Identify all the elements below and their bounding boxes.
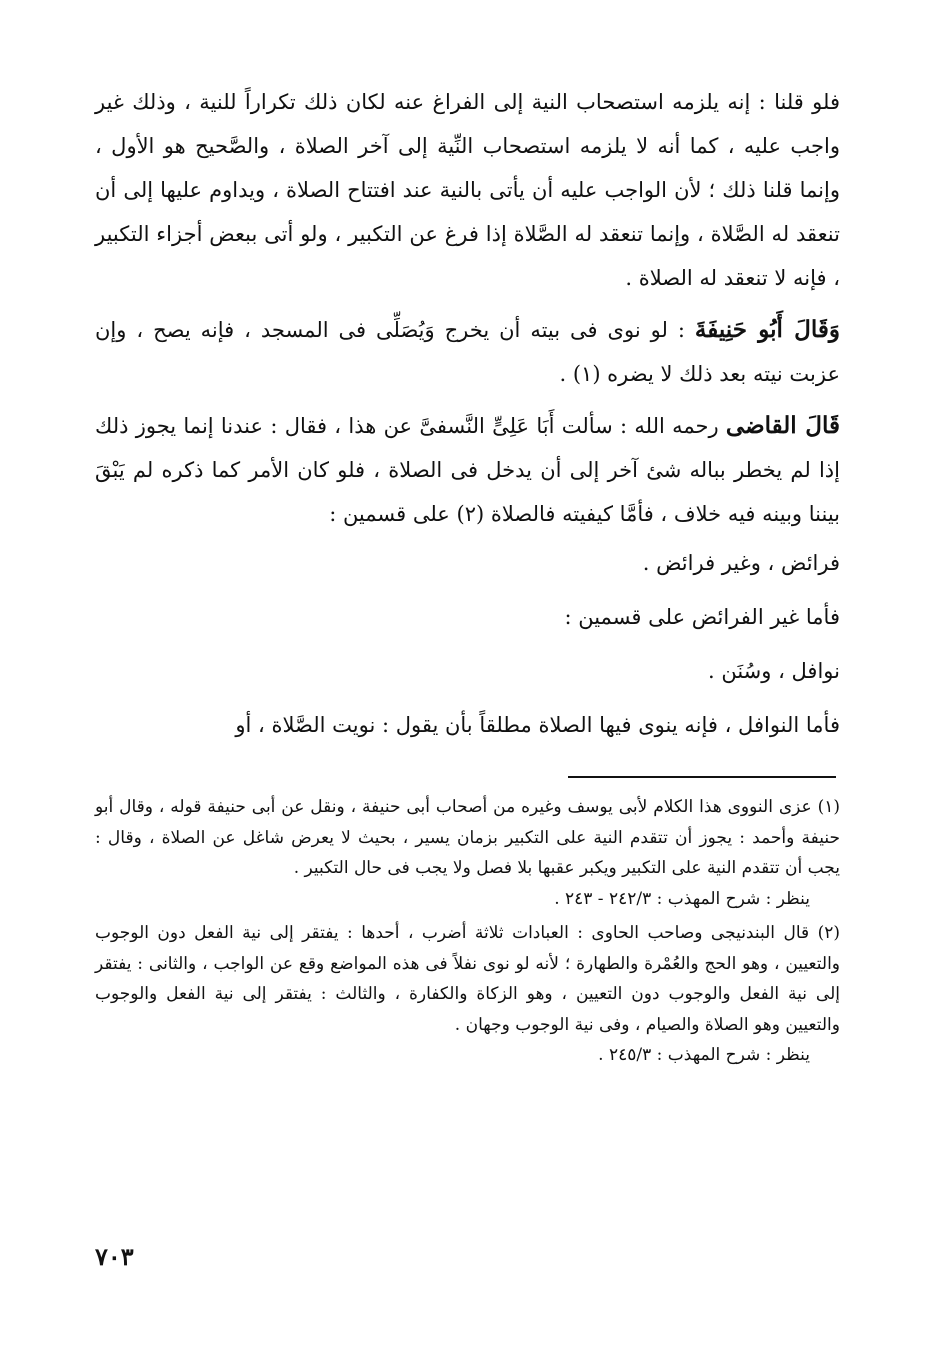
paragraph-3-text: رحمه الله : سألت أَبَا عَلِىٍّ النَّسفىَّ عن هذا ، فقال : عندنا إنما يجوز ذلك إذا لم يخطر بباله شئ آخر إلى أن يدخل فى الصلاة ، فلو كان الأمر كما ذكره لم يَبْقَ بيننا وبينه فيه خلاف ، فأمَّا كيفيته فالصلاة (٢) على قسمين : bbox=[95, 414, 840, 526]
line-nawafil-intention: فأما النوافل ، فإنه ينوى فيها الصلاة مطلقاً بأن يقول : نويت الصَّلاة ، أو bbox=[235, 713, 840, 737]
footnote-2: (٢) قال البندنيجى وصاحب الحاوى : العبادات ثلاثة أضرب ، أحدها : يفتقر إلى نية الفعل دون الوجوب والتعيين ، وهو الحج والعُمْرة والطهارة ؛ لأنه لو نوى نفلاً فى هذه المواضع وقع عن الواجب ، والثانى : يفتقر إلى نية الفعل والوجوب دون التعيين ، وهو الزكاة والكفارة ، والثالث : يفتقر إلى نية الفعل والوجوب والتعيين وهو الصلاة والصيام ، وفى نية الوجوب وجهان . bbox=[95, 923, 840, 1035]
paragraph-3 bbox=[95, 404, 840, 536]
paragraph-2 bbox=[95, 308, 840, 396]
footnote-2-reference: ينظر : شرح المهذب : ٢٤٥/٣ . bbox=[598, 1045, 810, 1065]
footnote-separator bbox=[568, 776, 836, 778]
paragraph-1: فلو قلنا : إنه يلزمه استصحاب النية إلى الفراغ عنه لكان ذلك تكراراً للنية ، وذلك غير واجب عليه ، كما أنه لا يلزمه استصحاب النِّية إلى آخر الصلاة ، والصَّحيح هو الأول ، وإنما قلنا ذلك ؛ لأن الواجب عليه أن يأتى بالنية عند افتتاح الصلاة ، ويداوم عليها إلى أن تنعقد له الصَّلاة ، وإنما تنعقد له الصَّلاة إذا فرغ عن التكبير ، ولو أتى ببعض أجزاء التكبير ، فإنه لا تنعقد له الصلاة . bbox=[95, 90, 840, 290]
page-number: ٧٠٣ bbox=[95, 1242, 134, 1271]
footnote-1-reference: ينظر : شرح المهذب : ٢٤٢/٣ - ٢٤٣ . bbox=[554, 888, 810, 909]
line-nawafil: نوافل ، وسُنَن . bbox=[707, 659, 840, 683]
speaker-abu-hanifa: وَقَالَ أَبُو حَنِيفَةَ bbox=[694, 316, 841, 343]
paragraph-2-text: : لو نوى فى بيته أن يخرج وَيُصَلِّى فى المسجد ، فإنه يصح ، وإن عزبت نيته بعد ذلك لا يضره (١) . bbox=[95, 318, 840, 386]
footnotes bbox=[95, 792, 840, 1071]
line-obligatory: فرائض ، وغير فرائض . bbox=[642, 551, 840, 575]
main-text bbox=[95, 80, 840, 752]
footnote-1: (١) عزى النووى هذا الكلام لأبى يوسف وغيره من أصحاب أبى حنيفة ، ونقل عن أبى حنيفة قوله ، وقال أبو حنيفة وأحمد : يجوز أن تتقدم النية على التكبير بزمان يسير ، بحيث لا يعرض شاغل عن الصلاة ، وقال : يجب أن تتقدم النية على التكبير ويكبر عقبها بلا فصل ولا يجب فى حال التكبير . bbox=[95, 797, 840, 878]
speaker-qadi: قَالَ القاضى bbox=[725, 412, 840, 439]
line-non-obligatory: فأما غير الفرائض على قسمين : bbox=[564, 605, 840, 629]
